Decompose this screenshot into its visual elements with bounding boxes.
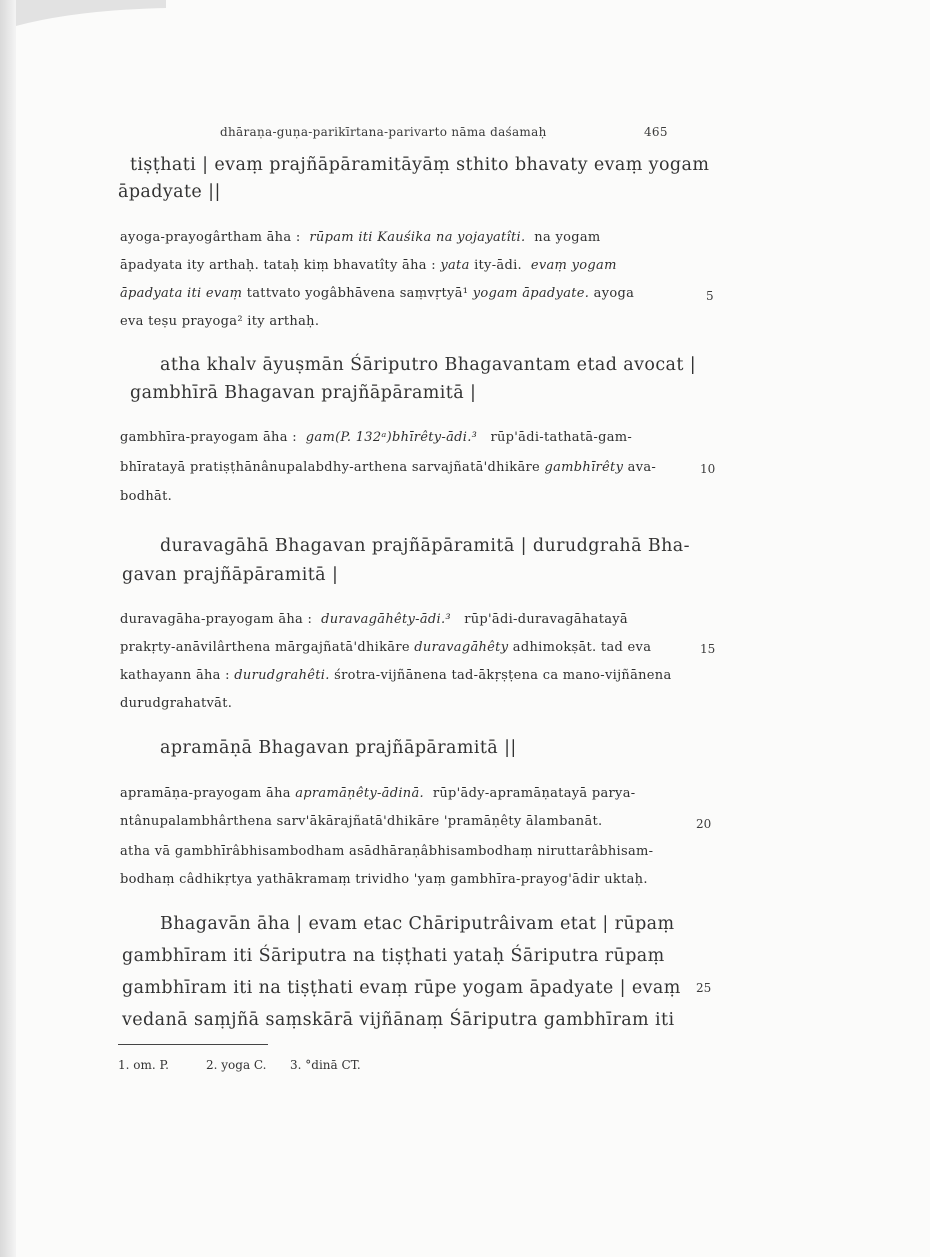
footnote: 3. °dinā CT. <box>290 1058 361 1072</box>
commentary-line: bodhaṃ câdhikṛtya yathākramaṃ trividho 'yaṃ gambhīra-prayog'ādir uktaḥ. <box>120 872 648 887</box>
scan-corner <box>16 0 166 30</box>
commentary-line: prakṛty-anāvilârthena mārgajñatā'dhikāre duravagāhêty adhimokṣāt. tad eva <box>120 640 652 655</box>
commentary-line: bodhāt. <box>120 489 173 504</box>
commentary-line: āpadyata iti evaṃ tattvato yogâbhāvena saṃvṛtyā¹ yogam āpadyate. ayoga <box>120 286 635 301</box>
running-head-title: dhāraṇa-guṇa-parikīrtana-parivarto nāma daśamaḥ <box>220 125 547 139</box>
verse-line: gambhīram iti na tiṣṭhati evaṃ rūpe yogam āpadyate | evaṃ <box>122 978 681 998</box>
verse-line: gambhīram iti Śāriputra na tiṣṭhati yataḥ Śāriputra rūpaṃ <box>122 946 665 966</box>
commentary-line: ayoga-prayogârtham āha : rūpam iti Kauśika na yojayatîti. na yogam <box>120 230 601 245</box>
verse-line: duravagāhā Bhagavan prajñāpāramitā | durudgrahā Bha- <box>160 536 690 556</box>
verse-line: āpadyate || <box>118 182 221 202</box>
commentary-line: kathayann āha : durudgrahêti. śrotra-vijñānena tad-ākṛṣṭena ca mano-vijñānena <box>120 668 672 683</box>
footnote: 2. yoga C. <box>206 1058 267 1072</box>
commentary-line: atha vā gambhīrâbhisambodham asādhāraṇâbhisambodhaṃ niruttarâbhisam- <box>120 844 654 859</box>
verse-line: gavan prajñāpāramitā | <box>122 565 339 585</box>
verse-line: atha khalv āyuṣmān Śāriputro Bhagavantam etad avocat | <box>160 355 697 375</box>
verse-line: vedanā saṃjñā saṃskārā vijñānaṃ Śāriputra gambhīram iti <box>122 1010 675 1030</box>
commentary-line: bhīratayā pratiṣṭhānânupalabdhy-arthena sarvajñatā'dhikāre gambhīrêty ava- <box>120 460 657 475</box>
commentary-line: apramāṇa-prayogam āha apramāṇêty-ādinā. rūp'ādy-apramāṇatayā parya- <box>120 786 636 801</box>
line-number: 5 <box>706 289 714 303</box>
line-number: 10 <box>700 462 716 476</box>
verse-line: apramāṇā Bhagavan prajñāpāramitā || <box>160 738 517 758</box>
line-number: 20 <box>696 817 712 831</box>
commentary-line: āpadyata ity arthaḥ. tataḥ kiṃ bhavatîty āha : yata ity-ādi. evaṃ yogam <box>120 258 617 273</box>
verse-line: Bhagavān āha | evam etac Chāriputrâivam etat | rūpaṃ <box>160 914 675 934</box>
line-number: 15 <box>700 642 716 656</box>
commentary-line: ntânupalambhârthena sarv'ākārajñatā'dhikāre 'pramāṇêty ālambanāt. <box>120 814 603 829</box>
footnote-rule <box>118 1044 268 1045</box>
footnote: 1. om. P. <box>118 1058 169 1072</box>
commentary-line: gambhīra-prayogam āha : gam(P. 132ᵃ)bhīrêty-ādi.³ rūp'ādi-tathatā-gam- <box>120 430 633 445</box>
verse-line: gambhīrā Bhagavan prajñāpāramitā | <box>130 383 477 403</box>
scan-edge <box>0 0 16 1257</box>
commentary-line: eva teṣu prayoga² ity arthaḥ. <box>120 314 320 329</box>
commentary-line: durudgrahatvāt. <box>120 696 233 711</box>
commentary-line: duravagāha-prayogam āha : duravagāhêty-ādi.³ rūp'ādi-duravagāhatayā <box>120 612 628 627</box>
page-number: 465 <box>644 125 668 139</box>
line-number: 25 <box>696 981 712 995</box>
verse-line: tiṣṭhati | evaṃ prajñāpāramitāyāṃ sthito bhavaty evaṃ yogam <box>130 155 710 175</box>
